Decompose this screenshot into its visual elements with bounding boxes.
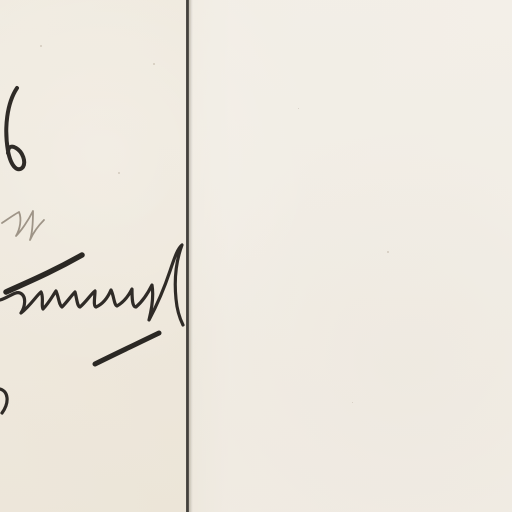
handwriting-underline-lower: [95, 333, 159, 364]
handwriting-faded-b: [2, 211, 44, 240]
handwriting-bottom-tail: [0, 389, 7, 413]
handwriting-underline-upper: [6, 255, 82, 292]
handwriting-stroke-top-b: [6, 88, 24, 169]
